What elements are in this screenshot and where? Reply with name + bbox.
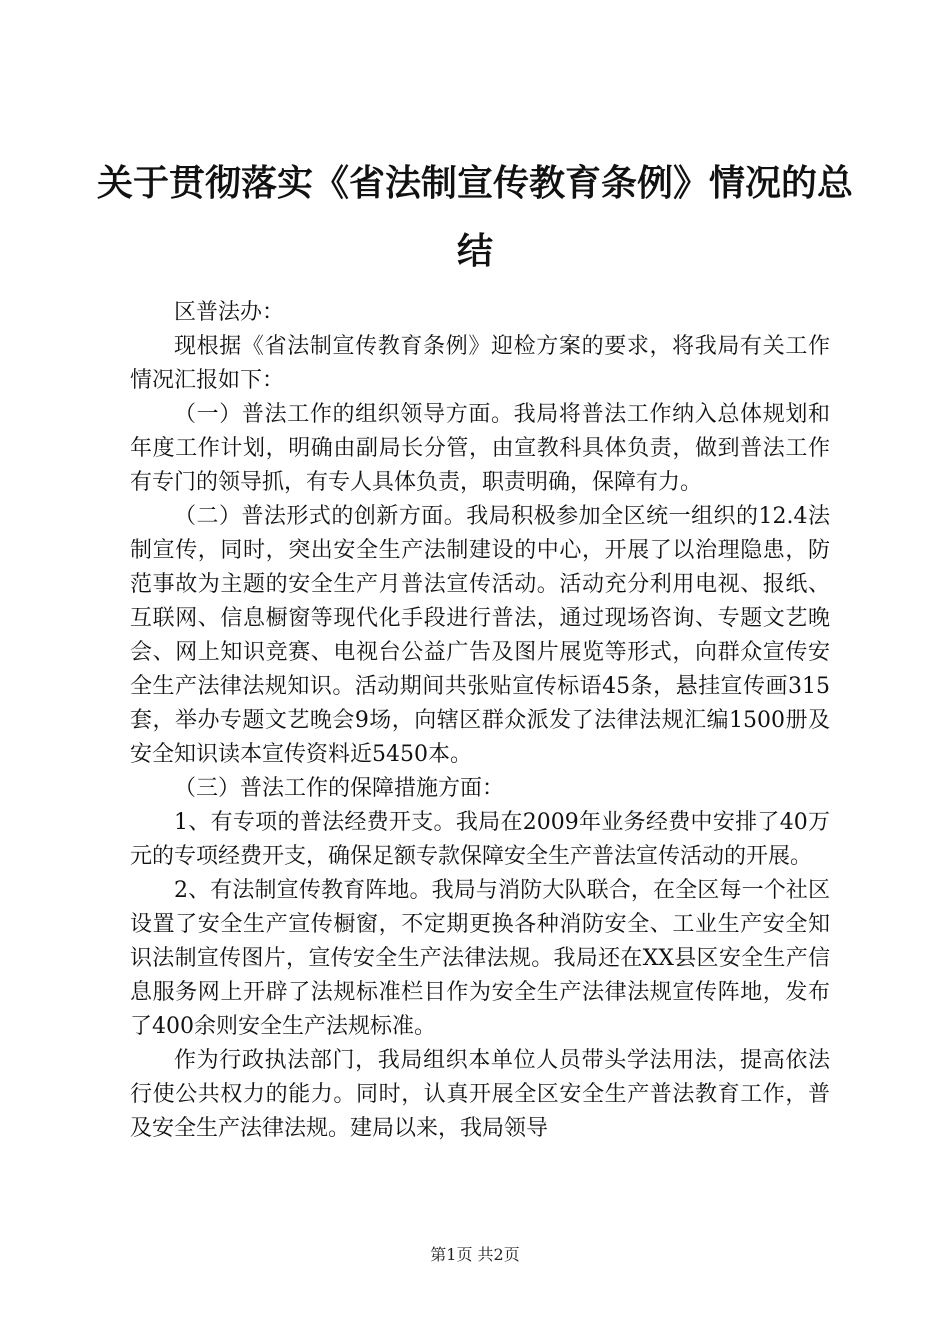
- paragraph-section-1: （一）普法工作的组织领导方面。我局将普法工作纳入总体规划和年度工作计划，明确由副局长分管，由宣教科具体负责，做到普法工作有专门的领导抓，有专人具体负责，职责明确，保障有力。: [130, 402, 830, 495]
- document-title: 关于贯彻落实《省法制宣传教育条例》情况的总结: [96, 163, 853, 272]
- paragraph-intro: 现根据《省法制宣传教育条例》迎检方案的要求，将我局有关工作情况汇报如下：: [130, 334, 830, 393]
- paragraph-item-2: 2、有法制宣传教育阵地。我局与消防大队联合，在全区每一个社区设置了安全生产宣传橱窗，不定期更换各种消防安全、工业生产安全知识法制宣传图片，宣传安全生产法律法规。我局还在XX县区安全生产信息服务网上开辟了法规标准栏目作为安全生产法律法规宣传阵地，发布了400余则安全生产法规标准。: [130, 878, 830, 1039]
- paragraph-section-2: （二）普法形式的创新方面。我局积极参加全区统一组织的12.4法制宣传，同时，突出安全生产法制建设的中心，开展了以治理隐患，防范事故为主题的安全生产月普法宣传活动。活动充分利用电视、报纸、互联网、信息橱窗等现代化手段进行普法，通过现场咨询、专题文艺晚会、网上知识竞赛、电视台公益广告及图片展览等形式，向群众宣传安全生产法律法规知识。活动期间共张贴宣传标语45条，悬挂宣传画315套，举办专题文艺晚会9场，向辖区群众派发了法律法规汇编1500册及安全知识读本宣传资料近5450本。: [130, 504, 830, 767]
- paragraph-closing: 作为行政执法部门，我局组织本单位人员带头学法用法，提高依法行使公共权力的能力。同时，认真开展全区安全生产普法教育工作，普及安全生产法律法规。建局以来，我局领导: [130, 1048, 830, 1141]
- document-body: [130, 296, 830, 1146]
- salutation: 区普法办：: [174, 300, 285, 325]
- page-footer: 第1页 共2页: [430, 1245, 520, 1264]
- paragraph-item-1: 1、有专项的普法经费开支。我局在2009年业务经费中安排了40万元的专项经费开支，确保足额专款保障安全生产普法宣传活动的开展。: [130, 810, 830, 869]
- paragraph-section-3-heading: （三）普法工作的保障措施方面：: [174, 776, 505, 801]
